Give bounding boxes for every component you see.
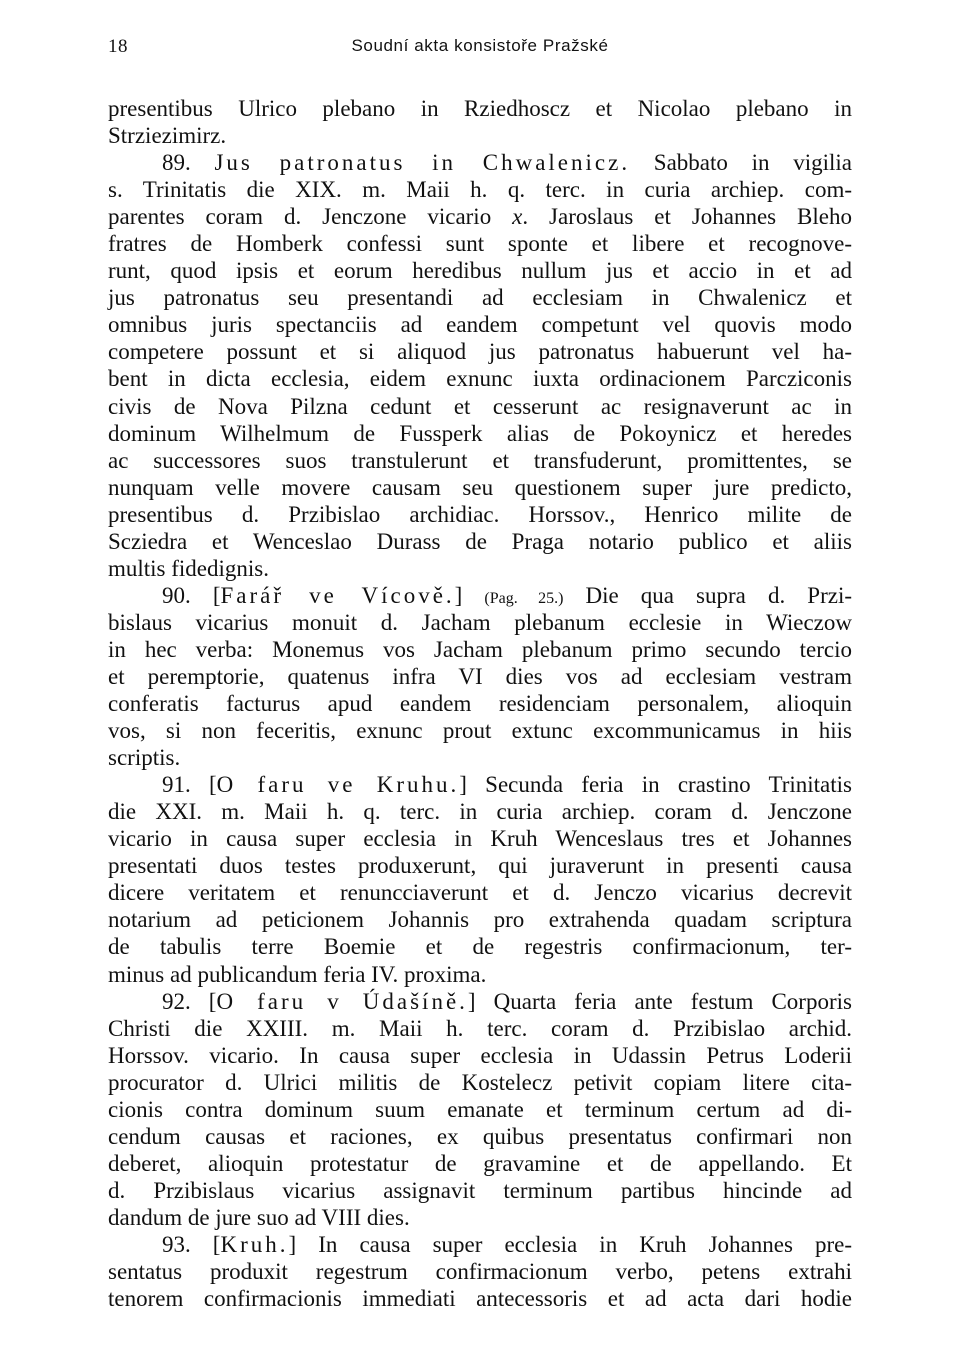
text-line — [108, 176, 852, 203]
text-segment: notarium ad peticionem Johannis pro extrahenda quadam scriptura — [108, 907, 852, 933]
text-line — [108, 879, 852, 906]
text-line — [108, 230, 852, 257]
text-line — [108, 798, 852, 825]
text-segment: Sabbato in vigilia — [630, 150, 853, 176]
text-segment: competere possunt et si aliquod jus patronatus habuerunt vel ha- — [108, 339, 852, 365]
text-segment: 93. [ — [162, 1231, 221, 1257]
text-line — [108, 582, 852, 609]
text-segment: Strziezimirz. — [108, 123, 227, 149]
text-line — [108, 744, 852, 771]
text-line — [108, 636, 852, 663]
text-segment: vicario in causa super ecclesia in Kruh Wenceslaus tres et Johannes — [108, 826, 852, 852]
text-line — [108, 528, 852, 555]
text-line — [108, 474, 852, 501]
text-line — [108, 852, 852, 879]
text-segment: 92. [ — [162, 988, 217, 1014]
text-body — [108, 95, 852, 1312]
text-segment: O faru ve Kruhu. — [216, 772, 460, 798]
text-segment: presentati duos testes produxerunt, qui juraverunt in presenti causa — [108, 853, 852, 879]
text-segment: civis de Nova Pilzna cedunt et cesserunt ac resignaverunt ac in — [108, 393, 852, 419]
text-line — [108, 1177, 852, 1204]
text-segment: . Jaroslaus et Johannes Bleho — [522, 204, 852, 230]
text-segment: Horssov. vicario. In causa super ecclesia in Udassin Petrus Loderii — [108, 1042, 852, 1068]
text-line — [108, 1123, 852, 1150]
text-line — [108, 447, 852, 474]
text-segment: ac successores suos transtulerunt et transfuderunt, promittentes, se — [108, 447, 852, 473]
text-segment: die XXI. m. Maii h. q. terc. in curia archiep. coram d. Jenczone — [108, 799, 852, 825]
text-segment: 91. [ — [162, 772, 217, 798]
text-line — [108, 95, 852, 122]
text-segment: 89. — [162, 150, 215, 176]
running-title: Soudní akta konsistoře Pražské — [351, 36, 609, 55]
text-segment: presentibus Ulrico plebano in Rziedhoscz et Nicolao plebano in — [108, 96, 852, 121]
text-line — [108, 203, 852, 230]
text-line — [108, 257, 852, 284]
text-segment: jus patronatus seu presentandi ad ecclesiam in Chwalenicz et — [108, 285, 852, 311]
text-line — [108, 690, 852, 717]
text-line — [108, 1015, 852, 1042]
text-line — [108, 609, 852, 636]
text-segment: Farář ve Vícově. — [220, 582, 455, 608]
text-line — [108, 1258, 852, 1285]
text-segment: ] Secunda feria in crastino Trinitatis — [459, 772, 852, 798]
text-segment: bent in dicta ecclesia, eidem exnunc iuxta ordinacionem Parcziconis — [108, 366, 852, 392]
text-segment: d. Przibislaus vicarius assignavit terminum partibus hincinde ad — [108, 1177, 852, 1203]
text-segment: Scziedra et Wenceslao Durass de Praga notario publico et aliis — [108, 528, 852, 554]
text-segment: fratres de Homberk confessi sunt sponte et libere et recognove- — [108, 231, 852, 257]
text-segment: conferatis facturus apud eandem residenciam personalem, alioquin — [108, 691, 852, 717]
text-line — [108, 961, 852, 988]
text-line — [108, 149, 852, 176]
text-line — [108, 717, 852, 744]
text-line — [108, 393, 852, 420]
text-line — [108, 311, 852, 338]
text-segment: ] In causa super ecclesia in Kruh Johannes pre- — [288, 1231, 852, 1257]
text-line — [108, 1204, 852, 1231]
text-line — [108, 1231, 852, 1258]
text-line — [108, 663, 852, 690]
text-segment: x — [512, 204, 523, 230]
text-segment: procurator d. Ulrici militis de Kostelecz petivit copiam litere cita- — [108, 1069, 852, 1095]
text-segment: (Pag. 25.) — [484, 589, 564, 607]
text-segment: Christi die XXIII. m. Maii h. terc. coram d. Przibislao archid. — [108, 1015, 852, 1041]
text-line — [108, 1096, 852, 1123]
text-line — [108, 1069, 852, 1096]
text-line — [108, 365, 852, 392]
text-line — [108, 933, 852, 960]
text-segment: omnibus juris spectanciis ad eandem competunt vel quovis modo — [108, 312, 852, 338]
text-segment: 90. [ — [162, 582, 221, 608]
text-line — [108, 338, 852, 365]
text-line — [108, 1042, 852, 1069]
text-segment: minus ad publicandum feria IV. proxima. — [108, 961, 487, 987]
text-line — [108, 771, 852, 798]
text-line — [108, 825, 852, 852]
text-segment: de tabulis terre Boemie et de regestris confirmacionum, ter- — [108, 934, 852, 960]
text-segment: dandum de jure suo ad VIII dies. — [108, 1204, 410, 1230]
text-segment: Jus patronatus in Chwalenicz. — [214, 150, 631, 176]
text-segment: scriptis. — [108, 745, 181, 771]
text-segment: tenorem confirmacionis immediati antecessoris et ad acta dari hodie — [108, 1286, 852, 1312]
text-line — [108, 1285, 852, 1312]
text-segment: vos, si non feceritis, exnunc prout extunc excommunicamus in hiis — [108, 718, 852, 744]
text-segment: dicere veritatem et renuncciaverunt et d. Jenczo vicarius decrevit — [108, 880, 852, 906]
text-line — [108, 988, 852, 1015]
page-header — [108, 36, 852, 66]
text-segment: Kruh. — [220, 1231, 289, 1257]
text-segment: O faru v Údašíně. — [216, 988, 468, 1014]
text-segment: nunquam velle movere causam seu questionem super jure predicto, — [108, 474, 852, 500]
text-segment: parentes coram d. Jenczone vicario — [108, 204, 513, 230]
text-segment: et peremptorie, quatenus infra VI dies vos ad ecclesiam vestram — [108, 663, 852, 689]
text-segment: sentatus produxit regestrum confirmacionum verbo, petens extrahi — [108, 1259, 852, 1285]
text-segment: presentibus d. Przibislao archidiac. Horssov., Henrico milite de — [108, 501, 852, 527]
text-line — [108, 1150, 852, 1177]
text-line — [108, 122, 852, 149]
text-segment: multis fidedignis. — [108, 555, 269, 581]
text-line — [108, 284, 852, 311]
text-segment: cendum causas et raciones, ex quibus presentatus confirmari non — [108, 1123, 852, 1149]
text-line — [108, 420, 852, 447]
text-segment: ] Quarta feria ante festum Corporis — [467, 988, 852, 1014]
text-segment: bislaus vicarius monuit d. Jacham plebanum ecclesie in Wieczow — [108, 609, 852, 635]
page-number: 18 — [108, 36, 128, 57]
text-segment: in hec verba: Monemus vos Jacham plebanum primo secundo tercio — [108, 636, 852, 662]
text-line — [108, 555, 852, 582]
text-segment: deberet, alioquin protestatur de gravamine et de appellando. Et — [108, 1150, 852, 1176]
text-segment: runt, quod ipsis et eorum heredibus nullum jus et accio in et ad — [108, 258, 852, 284]
text-segment: s. Trinitatis die XIX. m. Maii h. q. terc. in curia archiep. com- — [108, 177, 852, 203]
text-segment: Die qua supra d. Przi- — [563, 582, 852, 608]
text-segment: dominum Wilhelmum de Fussperk alias de Pokoynicz et heredes — [108, 420, 852, 446]
text-line — [108, 906, 852, 933]
text-segment: ] — [454, 582, 485, 608]
text-segment: cionis contra dominum suum emanate et terminum certum ad di- — [108, 1096, 852, 1122]
text-line — [108, 501, 852, 528]
